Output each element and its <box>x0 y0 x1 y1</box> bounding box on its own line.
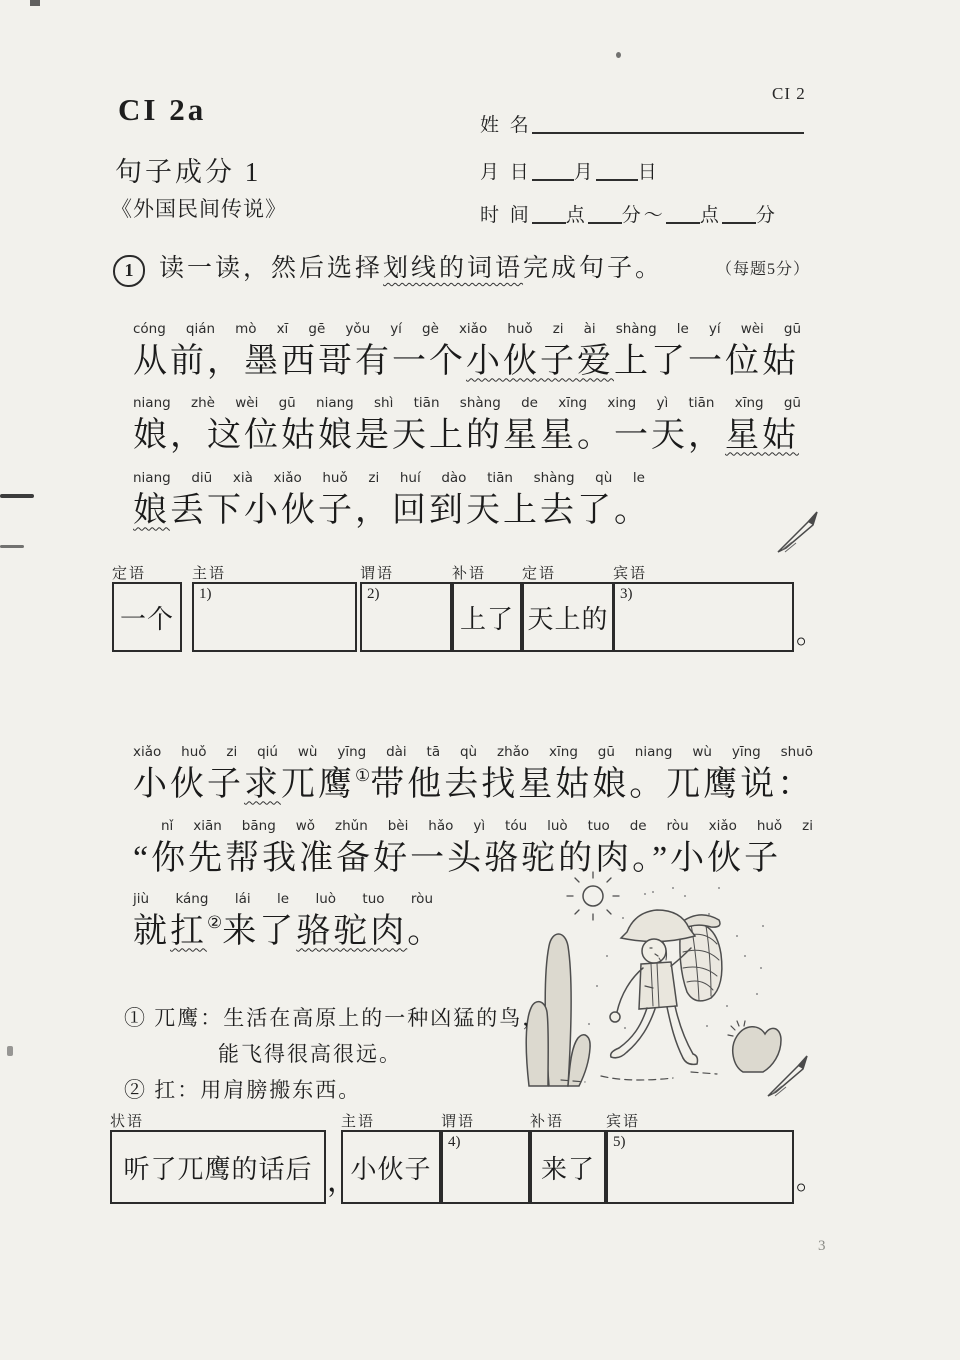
passage-line <box>133 746 813 807</box>
box-content: 小伙子 <box>350 1154 432 1184</box>
pencil-doodle-icon <box>772 508 822 556</box>
question-heading <box>113 248 663 287</box>
hanzi-line <box>133 762 813 808</box>
answer-box <box>112 582 182 652</box>
answer-box <box>110 1130 326 1204</box>
answer-box <box>192 582 357 652</box>
text-segment-underlined: 划线的词语 <box>383 255 524 282</box>
time-blank <box>532 202 566 224</box>
text-segment-underlined: 星姑 <box>725 416 799 454</box>
text-segment: 娘，这位姑娘是天上的星星。一天， <box>133 416 725 454</box>
text-segment: 上了一位姑 <box>614 342 799 380</box>
time-blank <box>588 202 622 224</box>
scan-artifact <box>30 0 40 6</box>
back-leg <box>619 1008 655 1052</box>
date-blank <box>532 159 574 181</box>
page-number: 3 <box>818 1238 826 1254</box>
time-hour2-label: 点 <box>699 205 722 226</box>
answer-group-buyu <box>530 1110 606 1204</box>
time-blank <box>722 202 756 224</box>
hand <box>610 1012 620 1022</box>
passage-line <box>133 891 445 954</box>
answer-group-binyu <box>606 1110 794 1204</box>
text-segment-underlined: 小伙子爱 <box>466 342 614 380</box>
front-foot <box>683 1054 698 1064</box>
footnote-line: ② 扛：用肩膀搬东西。 <box>124 1078 362 1102</box>
text-segment: 读一读，然后选择 <box>159 255 384 282</box>
name-blank <box>532 112 804 134</box>
answer-group-zhuangyu <box>110 1110 326 1204</box>
back-foot <box>611 1048 627 1058</box>
head <box>642 939 666 963</box>
date-day-label: 日 <box>637 162 660 183</box>
text-segment: “你先帮我准备好一头骆驼的肉。”小伙子 <box>133 839 782 877</box>
box-number: 1) <box>199 586 212 602</box>
text-segment: 。 <box>407 912 445 950</box>
text-segment: 丢下小伙子，回到天上去了。 <box>170 491 651 529</box>
footnote-marker: ① <box>355 765 371 785</box>
passage-line <box>133 323 801 384</box>
answer-box <box>522 582 614 652</box>
answer-group-binyu <box>613 562 794 652</box>
answer-box <box>341 1130 441 1204</box>
box-number: 4) <box>448 1134 461 1150</box>
worksheet-subtitle: 《外国民间传说》 <box>111 197 287 221</box>
box-number: 2) <box>367 586 380 602</box>
answer-box <box>441 1130 530 1204</box>
time-label: 时 间 <box>480 205 532 226</box>
box-content: 一个 <box>119 604 174 634</box>
front-leg <box>667 1006 693 1058</box>
scan-artifact <box>616 52 621 58</box>
scan-artifact <box>0 545 24 548</box>
passage-line <box>133 470 651 533</box>
pinyin-line: niang diū xià xiǎo huǒ zi huí dào tiān shàng qù le <box>133 470 645 486</box>
sentence-comma: ， <box>327 1165 357 1198</box>
answer-group-weiyu <box>441 1110 530 1204</box>
box-label: 主语 <box>192 566 227 582</box>
pinyin-line: cóng qián mò xī gē yǒu yí gè xiǎo huǒ zi ài shàng le yí wèi gū <box>133 321 801 337</box>
pinyin-line: nǐ xiān bāng wǒ zhǔn bèi hǎo yì tóu luò tuo de ròu xiǎo huǒ zi <box>161 818 813 834</box>
hanzi-line <box>133 909 445 955</box>
box-label: 谓语 <box>360 566 395 582</box>
hanzi-line <box>133 488 651 534</box>
worksheet-code: CI 2a <box>118 92 207 127</box>
box-content: 天上的 <box>527 604 609 634</box>
answer-group-zhuyu <box>192 562 357 652</box>
answer-box <box>530 1130 606 1204</box>
name-field-row <box>480 110 804 137</box>
box-number: 3) <box>620 586 633 602</box>
illustration-desert-scene <box>505 866 790 1090</box>
box-content: 来了 <box>540 1154 595 1184</box>
points-note: （每题5分） <box>716 261 811 278</box>
footnote-line: ① 兀鹰：生活在高原上的一种凶猛的鸟， <box>124 1006 546 1030</box>
box-label: 主语 <box>341 1114 376 1130</box>
answer-box <box>452 582 522 652</box>
hanzi-line <box>133 339 801 385</box>
date-label: 月 日 <box>480 162 532 183</box>
answer-box <box>360 582 452 652</box>
hat <box>621 910 695 942</box>
box-label: 定语 <box>112 566 147 582</box>
answer-box <box>613 582 794 652</box>
pencil-doodle-icon <box>762 1052 812 1100</box>
page-code: CI 2 <box>772 84 806 103</box>
text-segment: 来了 <box>222 912 297 950</box>
time-min-label: 分 <box>621 205 644 226</box>
pinyin-line: jiù káng lái le luò tuo ròu <box>133 891 433 907</box>
time-field-row <box>480 200 778 227</box>
box-label: 宾语 <box>606 1114 641 1130</box>
box-label: 定语 <box>522 566 557 582</box>
text-segment: 从前，墨西哥有一个 <box>133 342 466 380</box>
footnote-marker: ② <box>207 912 223 932</box>
box-content: 上了 <box>459 604 514 634</box>
date-field-row <box>480 157 660 184</box>
text-segment: 就 <box>133 912 170 950</box>
text-segment: 带他去找星姑娘。兀鹰说： <box>370 765 815 803</box>
date-blank <box>596 159 638 181</box>
boy-with-basket <box>610 910 722 1064</box>
answer-group-weiyu <box>360 562 452 652</box>
sentence-period: 。 <box>796 1165 825 1196</box>
time-hour-label: 点 <box>565 205 588 226</box>
date-month-label: 月 <box>573 162 596 183</box>
answer-group-dingyu <box>112 562 182 652</box>
time-min2-label: 分 <box>755 205 778 226</box>
box-content <box>194 584 355 650</box>
pinyin-line: niang zhè wèi gū niang shì tiān shàng de xīng xing yì tiān xīng gū <box>133 395 801 411</box>
scan-artifact <box>7 1046 13 1056</box>
box-label: 补语 <box>452 566 487 582</box>
box-content <box>615 584 792 650</box>
box-label: 宾语 <box>613 566 648 582</box>
box-label: 补语 <box>530 1114 565 1130</box>
scan-artifact <box>0 494 34 498</box>
sentence-period: 。 <box>796 619 825 650</box>
answer-box <box>606 1130 794 1204</box>
box-content: 听了兀鹰的话后 <box>123 1154 313 1184</box>
text-segment-underlined: 骆驼肉 <box>296 912 408 950</box>
answer-group-zhuyu <box>341 1110 441 1204</box>
worksheet-title: 句子成分 1 <box>115 157 262 187</box>
text-segment: 完成句子。 <box>523 255 664 282</box>
text-segment: 小伙子 <box>133 765 244 803</box>
question-text <box>159 255 663 282</box>
box-label: 谓语 <box>441 1114 476 1130</box>
text-segment-underlined: 求 <box>244 765 281 803</box>
time-tilde: ～ <box>643 205 666 226</box>
footnote-line: 能飞得很高很远。 <box>218 1042 402 1066</box>
pinyin-line: xiǎo huǒ zi qiú wù yīng dài tā qù zhǎo xīng gū niang wù yīng shuō <box>133 744 813 760</box>
answer-group-dingyu2 <box>522 562 614 652</box>
name-label: 姓 名 <box>480 115 532 136</box>
box-content <box>608 1132 792 1202</box>
box-label: 状语 <box>110 1114 145 1130</box>
sun-icon <box>567 872 619 920</box>
hanzi-line <box>133 413 801 459</box>
question-number-badge: 1 <box>113 255 145 287</box>
text-segment: 兀鹰 <box>281 765 355 803</box>
box-number: 5) <box>613 1134 626 1150</box>
text-segment-underlined: 扛 <box>170 912 207 950</box>
passage-line <box>133 397 801 458</box>
answer-group-buyu <box>452 562 522 652</box>
time-blank <box>666 202 700 224</box>
text-segment-underlined: 娘 <box>133 491 170 529</box>
